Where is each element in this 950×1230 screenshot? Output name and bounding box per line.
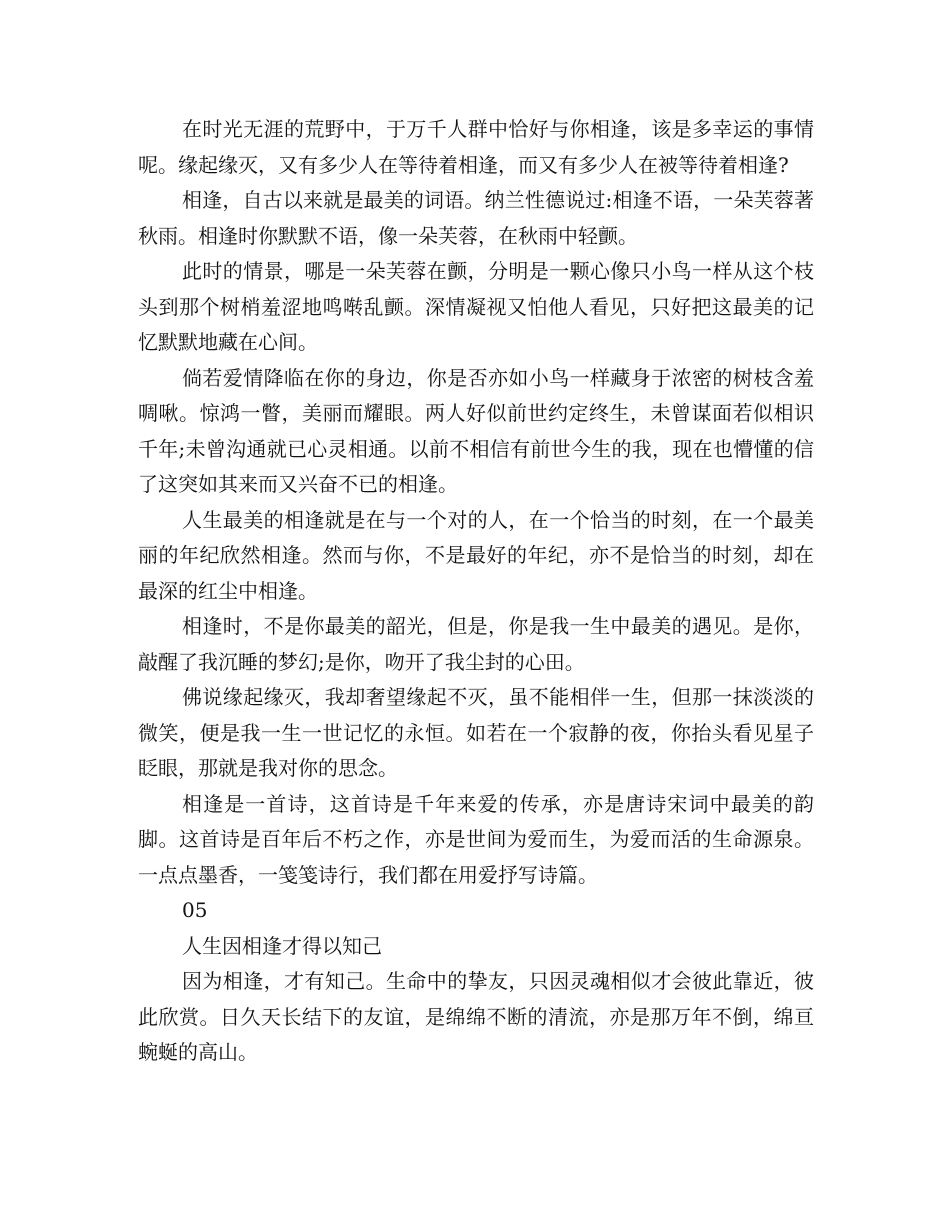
paragraph: 相逢，自古以来就是最美的词语。纳兰性德说过:相逢不语，一朵芙蓉著秋雨。相逢时你默默不语，像一朵芙蓉，在秋雨中轻颤。 (138, 188, 814, 248)
section-heading: 人生因相逢才得以知己 (182, 933, 382, 958)
paragraph: 佛说缘起缘灭，我却奢望缘起不灭，虽不能相伴一生，但那一抹淡淡的微笑，便是我一生一世记忆的永恒。如若在一个寂静的夜，你抬头看见星子眨眼，那就是我对你的思念。 (138, 685, 814, 780)
paragraph: 相逢是一首诗，这首诗是千年来爱的传承，亦是唐诗宋词中最美的韵脚。这首诗是百年后不朽之作，亦是世间为爱而生，为爱而活的生命源泉。一点点墨香，一笺笺诗行，我们都在用爱抒写诗篇。 (138, 791, 814, 887)
paragraph: 此时的情景，哪是一朵芙蓉在颤，分明是一颗心像只小鸟一样从这个枝头到那个树梢羞涩地鸣啭乱颤。深情凝视又怕他人看见，只好把这最美的记忆默默地藏在心间。 (138, 259, 814, 354)
paragraph: 人生最美的相逢就是在与一个对的人，在一个恰当的时刻，在一个最美丽的年纪欣然相逢。然而与你，不是最好的年纪，亦不是恰当的时刻，却在最深的红尘中相逢。 (138, 507, 814, 603)
paragraph: 倘若爱情降临在你的身边，你是否亦如小鸟一样藏身于浓密的树枝含羞啁啾。惊鸿一瞥，美丽而耀眼。两人好似前世约定终生，未曾谋面若似相识千年;未曾沟通就已心灵相通。以前不相信有前世今生的我，现在也懵懂的信了这突如其来而又兴奋不已的相逢。 (138, 365, 814, 496)
paragraph: 因为相逢，才有知己。生命中的挚友，只因灵魂相似才会彼此靠近，彼此欣赏。日久天长结下的友谊，是绵绵不断的清流，亦是那万年不倒，绵亘蜿蜒的高山。 (138, 969, 814, 1064)
section-number: 05 (182, 898, 208, 922)
document-body (138, 112, 814, 1071)
paragraph: 相逢时，不是你最美的韶光，但是，你是我一生中最美的遇见。是你，敲醒了我沉睡的梦幻;是你，吻开了我尘封的心田。 (138, 614, 814, 674)
paragraph: 在时光无涯的荒野中，于万千人群中恰好与你相逢，该是多幸运的事情呢。缘起缘灭，又有多少人在等待着相逢，而又有多少人在被等待着相逢? (138, 117, 814, 177)
